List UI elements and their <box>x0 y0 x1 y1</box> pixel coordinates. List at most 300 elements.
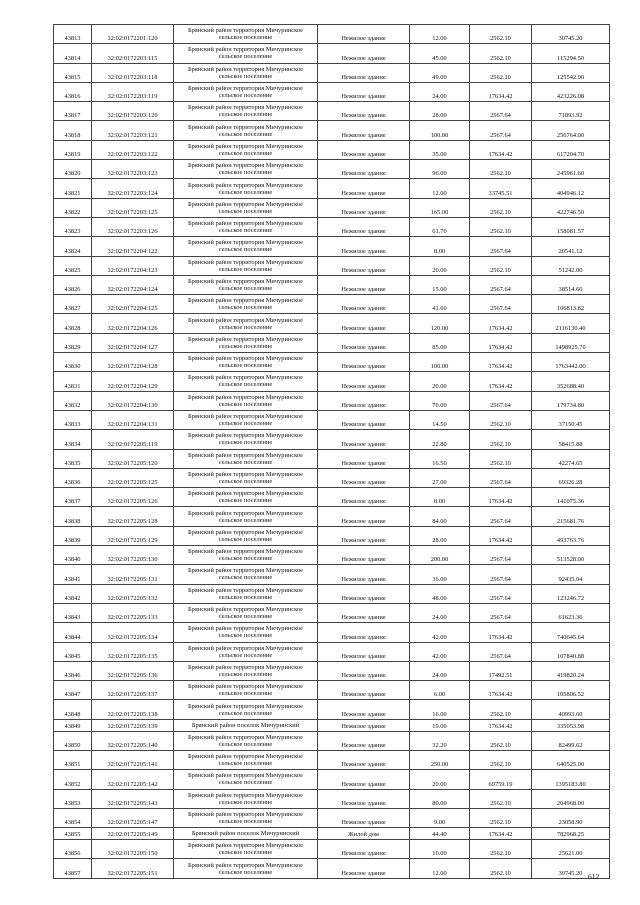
object-type-cell: Нежилое здание <box>318 468 410 487</box>
row-number-cell: 43815 <box>54 63 92 82</box>
cadastral-number-cell: 32:02:0172205:129 <box>92 526 174 545</box>
table-row <box>54 700 610 719</box>
unit-price-cell: 2562.10 <box>470 410 532 429</box>
object-type-cell: Нежилое здание <box>318 681 410 700</box>
cadastral-value-cell: 51242.00 <box>532 256 610 275</box>
cadastral-value-cell: 107840.88 <box>532 642 610 661</box>
area-cell: 200.00 <box>410 546 470 565</box>
cadastral-number-cell: 32:02:0172204:124 <box>92 275 174 294</box>
table-row <box>54 642 610 661</box>
table-row <box>54 82 610 101</box>
area-cell: 48.00 <box>410 584 470 603</box>
cadastral-value-cell: 404946.12 <box>532 179 610 198</box>
unit-price-cell: 2567.64 <box>470 121 532 140</box>
cadastral-value-cell: 617204.70 <box>532 140 610 159</box>
row-number-cell: 43849 <box>54 719 92 731</box>
object-type-cell: Нежилое здание <box>318 82 410 101</box>
unit-price-cell: 2562.10 <box>470 160 532 179</box>
cadastral-number-cell: 32:02:0172205:137 <box>92 681 174 700</box>
area-cell: 24.00 <box>410 82 470 101</box>
page-number: 612 <box>588 872 600 881</box>
unit-price-cell: 2562.10 <box>470 731 532 750</box>
cadastral-number-cell: 32:02:0172203:115 <box>92 44 174 63</box>
table-row <box>54 256 610 275</box>
cadastral-value-cell: 40993.60 <box>532 700 610 719</box>
unit-price-cell: 2562.10 <box>470 25 532 44</box>
unit-price-cell: 2567.64 <box>470 603 532 622</box>
object-type-cell: Нежилое здание <box>318 546 410 565</box>
row-number-cell: 43855 <box>54 828 92 840</box>
table-row <box>54 859 610 878</box>
row-number-cell: 43826 <box>54 275 92 294</box>
row-number-cell: 43824 <box>54 237 92 256</box>
cadastral-number-cell: 32:02:0172205:126 <box>92 488 174 507</box>
area-cell: 24.00 <box>410 661 470 680</box>
object-type-cell: Нежилое здание <box>318 198 410 217</box>
object-type-cell: Нежилое здание <box>318 859 410 878</box>
location-cell: Брянский район территория Мичуринское сельское поселение <box>174 314 318 333</box>
cadastral-number-cell: 32:02:0172204:122 <box>92 237 174 256</box>
cadastral-number-cell: 32:02:0172205:135 <box>92 642 174 661</box>
area-cell: 9.00 <box>410 808 470 827</box>
row-number-cell: 43832 <box>54 391 92 410</box>
area-cell: 250.00 <box>410 750 470 769</box>
table-row <box>54 681 610 700</box>
unit-price-cell: 17634.42 <box>470 719 532 731</box>
object-type-cell: Жилой дом <box>318 828 410 840</box>
location-cell: Брянский район территория Мичуринское сельское поселение <box>174 256 318 275</box>
object-type-cell: Нежилое здание <box>318 750 410 769</box>
row-number-cell: 43853 <box>54 789 92 808</box>
object-type-cell: Нежилое здание <box>318 430 410 449</box>
row-number-cell: 43852 <box>54 770 92 789</box>
table-row <box>54 661 610 680</box>
row-number-cell: 43820 <box>54 160 92 179</box>
object-type-cell: Нежилое здание <box>318 333 410 352</box>
object-type-cell: Нежилое здание <box>318 410 410 429</box>
cadastral-number-cell: 32:02:0172205:134 <box>92 623 174 642</box>
area-cell: 100.00 <box>410 121 470 140</box>
cadastral-number-cell: 32:02:0172205:140 <box>92 731 174 750</box>
row-number-cell: 43830 <box>54 353 92 372</box>
object-type-cell: Нежилое здание <box>318 642 410 661</box>
unit-price-cell: 69759.19 <box>470 770 532 789</box>
object-type-cell: Нежилое здание <box>318 217 410 236</box>
table-row <box>54 449 610 468</box>
unit-price-cell: 2562.10 <box>470 198 532 217</box>
object-type-cell: Нежилое здание <box>318 603 410 622</box>
unit-price-cell: 17634.42 <box>470 372 532 391</box>
cadastral-number-cell: 32:02:0172205:132 <box>92 584 174 603</box>
location-cell: Брянский район территория Мичуринское сельское поселение <box>174 237 318 256</box>
row-number-cell: 43825 <box>54 256 92 275</box>
object-type-cell: Нежилое здание <box>318 584 410 603</box>
location-cell: Брянский район территория Мичуринское сельское поселение <box>174 859 318 878</box>
cadastral-number-cell: 32:02:0172205:119 <box>92 430 174 449</box>
area-cell: 165.00 <box>410 198 470 217</box>
cadastral-number-cell: 32:02:0172203:126 <box>92 217 174 236</box>
unit-price-cell: 17634.42 <box>470 353 532 372</box>
row-number-cell: 43837 <box>54 488 92 507</box>
unit-price-cell: 17634.42 <box>470 623 532 642</box>
cadastral-value-cell: 106813.82 <box>532 295 610 314</box>
object-type-cell: Нежилое здание <box>318 661 410 680</box>
cadastral-value-cell: 335053.98 <box>532 719 610 731</box>
table-row <box>54 410 610 429</box>
table-row <box>54 488 610 507</box>
row-number-cell: 43836 <box>54 468 92 487</box>
cadastral-number-cell: 32:02:0172203:118 <box>92 63 174 82</box>
unit-price-cell: 2567.64 <box>470 507 532 526</box>
cadastral-value-cell: 42274.65 <box>532 449 610 468</box>
table-row <box>54 237 610 256</box>
object-type-cell: Нежилое здание <box>318 353 410 372</box>
area-cell: 15.00 <box>410 275 470 294</box>
location-cell: Брянский район территория Мичуринское сельское поселение <box>174 410 318 429</box>
location-cell: Брянский район территория Мичуринское сельское поселение <box>174 642 318 661</box>
area-cell: 42.00 <box>410 623 470 642</box>
cadastral-number-cell: 32:02:0172205:128 <box>92 507 174 526</box>
cadastral-value-cell: 245961.60 <box>532 160 610 179</box>
area-cell: 19.00 <box>410 719 470 731</box>
unit-price-cell: 2567.64 <box>470 642 532 661</box>
location-cell: Брянский район территория Мичуринское сельское поселение <box>174 449 318 468</box>
table-row <box>54 565 610 584</box>
object-type-cell: Нежилое здание <box>318 770 410 789</box>
row-number-cell: 43817 <box>54 102 92 121</box>
location-cell: Брянский район территория Мичуринское сельское поселение <box>174 82 318 101</box>
cadastral-value-cell: 69326.28 <box>532 468 610 487</box>
row-number-cell: 43854 <box>54 808 92 827</box>
object-type-cell: Нежилое здание <box>318 391 410 410</box>
cadastral-value-cell: 123246.72 <box>532 584 610 603</box>
area-cell: 41.60 <box>410 295 470 314</box>
location-cell: Брянский район территория Мичуринское сельское поселение <box>174 789 318 808</box>
location-cell: Брянский район территория Мичуринское сельское поселение <box>174 603 318 622</box>
table-row <box>54 750 610 769</box>
area-cell: 80.00 <box>410 789 470 808</box>
area-cell: 100.00 <box>410 353 470 372</box>
location-cell: Брянский район территория Мичуринское сельское поселение <box>174 546 318 565</box>
row-number-cell: 43847 <box>54 681 92 700</box>
cadastral-number-cell: 32:02:0172205:131 <box>92 565 174 584</box>
row-number-cell: 43821 <box>54 179 92 198</box>
cadastral-value-cell: 740645.64 <box>532 623 610 642</box>
row-number-cell: 43829 <box>54 333 92 352</box>
location-cell: Брянский район территория Мичуринское сельское поселение <box>174 63 318 82</box>
location-cell: Брянский район территория Мичуринское сельское поселение <box>174 488 318 507</box>
object-type-cell: Нежилое здание <box>318 719 410 731</box>
cadastral-number-cell: 32:02:0172203:123 <box>92 160 174 179</box>
row-number-cell: 43857 <box>54 859 92 878</box>
table-row <box>54 295 610 314</box>
cadastral-number-cell: 32:02:0172205:138 <box>92 700 174 719</box>
area-cell: 12.00 <box>410 25 470 44</box>
table-row <box>54 217 610 236</box>
unit-price-cell: 2567.64 <box>470 237 532 256</box>
cadastral-value-cell: 1498925.70 <box>532 333 610 352</box>
object-type-cell: Нежилое здание <box>318 507 410 526</box>
object-type-cell: Нежилое здание <box>318 789 410 808</box>
cadastral-value-cell: 25621.00 <box>532 840 610 859</box>
object-type-cell: Нежилое здание <box>318 63 410 82</box>
area-cell: 6.00 <box>410 681 470 700</box>
row-number-cell: 43838 <box>54 507 92 526</box>
cadastral-number-cell: 32:02:0172204:123 <box>92 256 174 275</box>
object-type-cell: Нежилое здание <box>318 102 410 121</box>
cadastral-number-cell: 32:02:0172203:119 <box>92 82 174 101</box>
object-type-cell: Нежилое здание <box>318 314 410 333</box>
area-cell: 36.00 <box>410 565 470 584</box>
table-row <box>54 828 610 840</box>
cadastral-value-cell: 23058.90 <box>532 808 610 827</box>
row-number-cell: 43827 <box>54 295 92 314</box>
area-cell: 16.00 <box>410 700 470 719</box>
row-number-cell: 43840 <box>54 546 92 565</box>
area-cell: 8.00 <box>410 488 470 507</box>
unit-price-cell: 2562.10 <box>470 700 532 719</box>
row-number-cell: 43842 <box>54 584 92 603</box>
cadastral-value-cell: 37150.45 <box>532 410 610 429</box>
location-cell: Брянский район территория Мичуринское сельское поселение <box>174 507 318 526</box>
table-row <box>54 623 610 642</box>
row-number-cell: 43835 <box>54 449 92 468</box>
area-cell: 120.00 <box>410 314 470 333</box>
table-row <box>54 808 610 827</box>
area-cell: 42.00 <box>410 642 470 661</box>
cadastral-number-cell: 32:02:0172204:126 <box>92 314 174 333</box>
location-cell: Брянский район территория Мичуринское сельское поселение <box>174 217 318 236</box>
cadastral-value-cell: 105806.52 <box>532 681 610 700</box>
row-number-cell: 43823 <box>54 217 92 236</box>
cadastral-value-cell: 158081.57 <box>532 217 610 236</box>
table-row <box>54 603 610 622</box>
cadastral-value-cell: 58415.88 <box>532 430 610 449</box>
location-cell: Брянский район территория Мичуринское сельское поселение <box>174 25 318 44</box>
unit-price-cell: 17634.42 <box>470 488 532 507</box>
cadastral-value-cell: 215681.76 <box>532 507 610 526</box>
row-number-cell: 43831 <box>54 372 92 391</box>
area-cell: 45.00 <box>410 44 470 63</box>
area-cell: 96.00 <box>410 160 470 179</box>
object-type-cell: Нежилое здание <box>318 526 410 545</box>
table-row <box>54 25 610 44</box>
unit-price-cell: 17634.42 <box>470 526 532 545</box>
object-type-cell: Нежилое здание <box>318 840 410 859</box>
area-cell: 20.00 <box>410 256 470 275</box>
cadastral-value-cell: 2116130.40 <box>532 314 610 333</box>
unit-price-cell: 2567.64 <box>470 584 532 603</box>
table-row <box>54 353 610 372</box>
table-row <box>54 546 610 565</box>
cadastral-number-cell: 32:02:0172203:121 <box>92 121 174 140</box>
table-row <box>54 526 610 545</box>
table-body <box>54 25 610 879</box>
table-row <box>54 102 610 121</box>
area-cell: 22.80 <box>410 430 470 449</box>
unit-price-cell: 2562.10 <box>470 63 532 82</box>
location-cell: Брянский район территория Мичуринское сельское поселение <box>174 102 318 121</box>
table-row <box>54 333 610 352</box>
location-cell: Брянский район территория Мичуринское сельское поселение <box>174 44 318 63</box>
cadastral-number-cell: 32:02:0172203:125 <box>92 198 174 217</box>
location-cell: Брянский район территория Мичуринское сельское поселение <box>174 681 318 700</box>
table-row <box>54 198 610 217</box>
cadastral-value-cell: 30745.20 <box>532 25 610 44</box>
cadastral-value-cell: 141075.36 <box>532 488 610 507</box>
cadastral-number-cell: 32:02:0172205:147 <box>92 808 174 827</box>
row-number-cell: 43834 <box>54 430 92 449</box>
unit-price-cell: 2562.10 <box>470 217 532 236</box>
cadastral-number-cell: 32:02:0172205:130 <box>92 546 174 565</box>
area-cell: 20.00 <box>410 372 470 391</box>
table-row <box>54 468 610 487</box>
table-row <box>54 63 610 82</box>
area-cell: 10.00 <box>410 840 470 859</box>
object-type-cell: Нежилое здание <box>318 237 410 256</box>
unit-price-cell: 2567.64 <box>470 275 532 294</box>
object-type-cell: Нежилое здание <box>318 488 410 507</box>
location-cell: Брянский район территория Мичуринское сельское поселение <box>174 140 318 159</box>
unit-price-cell: 2562.10 <box>470 808 532 827</box>
location-cell: Брянский район территория Мичуринское сельское поселение <box>174 353 318 372</box>
row-number-cell: 43814 <box>54 44 92 63</box>
area-cell: 20.00 <box>410 770 470 789</box>
object-type-cell: Нежилое здание <box>318 256 410 275</box>
location-cell: Брянский район территория Мичуринское сельское поселение <box>174 198 318 217</box>
unit-price-cell: 17634.42 <box>470 314 532 333</box>
unit-price-cell: 17634.42 <box>470 828 532 840</box>
cadastral-number-cell: 32:02:0172203:122 <box>92 140 174 159</box>
table-row <box>54 770 610 789</box>
unit-price-cell: 2562.10 <box>470 750 532 769</box>
cadastral-value-cell: 1763442.00 <box>532 353 610 372</box>
area-cell: 16.50 <box>410 449 470 468</box>
cadastral-value-cell: 513528.00 <box>532 546 610 565</box>
cadastral-value-cell: 493763.76 <box>532 526 610 545</box>
table-row <box>54 140 610 159</box>
cadastral-value-cell: 125542.90 <box>532 63 610 82</box>
cadastral-value-table <box>53 24 610 879</box>
area-cell: 61.70 <box>410 217 470 236</box>
row-number-cell: 43818 <box>54 121 92 140</box>
location-cell: Брянский район поселок Мичуринский <box>174 828 318 840</box>
row-number-cell: 43833 <box>54 410 92 429</box>
object-type-cell: Нежилое здание <box>318 295 410 314</box>
location-cell: Брянский район территория Мичуринское сельское поселение <box>174 623 318 642</box>
location-cell: Брянский район территория Мичуринское сельское поселение <box>174 372 318 391</box>
location-cell: Брянский район территория Мичуринское сельское поселение <box>174 808 318 827</box>
location-cell: Брянский район территория Мичуринское сельское поселение <box>174 295 318 314</box>
object-type-cell: Нежилое здание <box>318 25 410 44</box>
location-cell: Брянский район территория Мичуринское сельское поселение <box>174 526 318 545</box>
area-cell: 49.00 <box>410 63 470 82</box>
location-cell: Брянский район территория Мичуринское сельское поселение <box>174 700 318 719</box>
cadastral-value-cell: 419820.24 <box>532 661 610 680</box>
area-cell: 85.00 <box>410 333 470 352</box>
cadastral-number-cell: 32:02:0172204:127 <box>92 333 174 352</box>
cadastral-value-cell: 422746.50 <box>532 198 610 217</box>
row-number-cell: 43845 <box>54 642 92 661</box>
location-cell: Брянский район территория Мичуринское сельское поселение <box>174 750 318 769</box>
table-row <box>54 179 610 198</box>
object-type-cell: Нежилое здание <box>318 808 410 827</box>
table-row <box>54 391 610 410</box>
table-row <box>54 372 610 391</box>
unit-price-cell: 2562.10 <box>470 789 532 808</box>
cadastral-number-cell: 32:02:0172205:125 <box>92 468 174 487</box>
cadastral-value-cell: 423226.08 <box>532 82 610 101</box>
location-cell: Брянский район территория Мичуринское сельское поселение <box>174 160 318 179</box>
cadastral-value-cell: 82499.62 <box>532 731 610 750</box>
cadastral-value-cell: 30745.20 <box>532 859 610 878</box>
table-row <box>54 719 610 731</box>
cadastral-value-cell: 92435.04 <box>532 565 610 584</box>
row-number-cell: 43822 <box>54 198 92 217</box>
location-cell: Брянский район территория Мичуринское сельское поселение <box>174 275 318 294</box>
cadastral-value-cell: 256764.00 <box>532 121 610 140</box>
cadastral-number-cell: 32:02:0172205:149 <box>92 828 174 840</box>
cadastral-number-cell: 32:02:0172205:139 <box>92 719 174 731</box>
location-cell: Брянский район территория Мичуринское сельское поселение <box>174 468 318 487</box>
unit-price-cell: 2562.10 <box>470 256 532 275</box>
table-row <box>54 507 610 526</box>
cadastral-number-cell: 32:02:0172205:142 <box>92 770 174 789</box>
unit-price-cell: 2562.10 <box>470 840 532 859</box>
cadastral-value-cell: 782968.25 <box>532 828 610 840</box>
cadastral-number-cell: 32:02:0172205:136 <box>92 661 174 680</box>
cadastral-number-cell: 32:02:0172205:141 <box>92 750 174 769</box>
area-cell: 24.00 <box>410 603 470 622</box>
location-cell: Брянский район территория Мичуринское сельское поселение <box>174 661 318 680</box>
location-cell: Брянский район территория Мичуринское сельское поселение <box>174 430 318 449</box>
unit-price-cell: 2567.64 <box>470 546 532 565</box>
area-cell: 70.00 <box>410 391 470 410</box>
cadastral-value-cell: 179734.80 <box>532 391 610 410</box>
location-cell: Брянский район территория Мичуринское сельское поселение <box>174 584 318 603</box>
table-row <box>54 840 610 859</box>
object-type-cell: Нежилое здание <box>318 700 410 719</box>
object-type-cell: Нежилое здание <box>318 565 410 584</box>
unit-price-cell: 2562.10 <box>470 449 532 468</box>
unit-price-cell: 17634.42 <box>470 140 532 159</box>
object-type-cell: Нежилое здание <box>318 372 410 391</box>
table-row <box>54 731 610 750</box>
object-type-cell: Нежилое здание <box>318 44 410 63</box>
cadastral-number-cell: 32:02:0172205:143 <box>92 789 174 808</box>
location-cell: Брянский район территория Мичуринское сельское поселение <box>174 121 318 140</box>
cadastral-value-cell: 38514.60 <box>532 275 610 294</box>
table-row <box>54 44 610 63</box>
unit-price-cell: 2562.10 <box>470 44 532 63</box>
unit-price-cell: 2567.64 <box>470 102 532 121</box>
row-number-cell: 43844 <box>54 623 92 642</box>
row-number-cell: 43843 <box>54 603 92 622</box>
table-row <box>54 121 610 140</box>
area-cell: 12.00 <box>410 859 470 878</box>
area-cell: 12.00 <box>410 179 470 198</box>
cadastral-number-cell: 32:02:0172204:129 <box>92 372 174 391</box>
unit-price-cell: 2567.64 <box>470 295 532 314</box>
area-cell: 84.00 <box>410 507 470 526</box>
location-cell: Брянский район территория Мичуринское сельское поселение <box>174 770 318 789</box>
cadastral-number-cell: 32:02:0172205:150 <box>92 840 174 859</box>
unit-price-cell: 2567.64 <box>470 468 532 487</box>
location-cell: Брянский район территория Мичуринское сельское поселение <box>174 333 318 352</box>
row-number-cell: 43850 <box>54 731 92 750</box>
table-row <box>54 430 610 449</box>
cadastral-value-cell: 20541.12 <box>532 237 610 256</box>
